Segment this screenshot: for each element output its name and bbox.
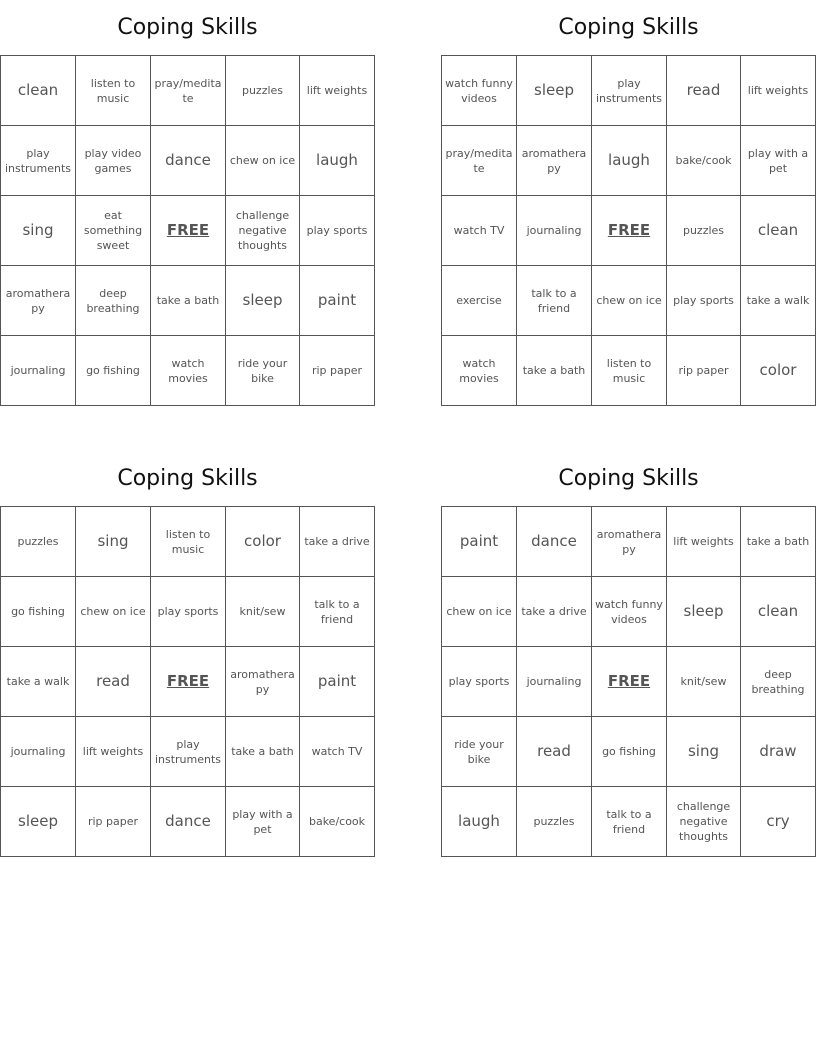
bingo-cell: talk to a friend	[300, 577, 375, 647]
bingo-cell: aromatherapy	[592, 507, 667, 577]
bingo-cell: knit/sew	[226, 577, 300, 647]
bingo-cell: ride your bike	[226, 336, 300, 406]
bingo-cell: puzzles	[517, 787, 592, 857]
bingo-cell: aromatherapy	[226, 647, 300, 717]
bingo-cell: lift weights	[300, 56, 375, 126]
bingo-cell: take a bath	[741, 507, 816, 577]
bingo-cell: clean	[741, 196, 816, 266]
card-title: Coping Skills	[558, 466, 699, 491]
card-title: Coping Skills	[117, 15, 258, 40]
bingo-cell: lift weights	[667, 507, 741, 577]
bingo-card-2	[441, 0, 816, 406]
bingo-cell: play sports	[300, 196, 375, 266]
bingo-cell: dance	[151, 787, 226, 857]
bingo-cell: journaling	[1, 336, 76, 406]
bingo-cell: sleep	[226, 266, 300, 336]
bingo-cell: play sports	[442, 647, 517, 717]
bingo-cell: play instruments	[151, 717, 226, 787]
bingo-grid	[441, 506, 816, 857]
bingo-cell: pray/meditate	[442, 126, 517, 196]
bingo-cell: journaling	[1, 717, 76, 787]
bingo-grid	[0, 55, 375, 406]
bingo-cell: rip paper	[667, 336, 741, 406]
bingo-cell: journaling	[517, 647, 592, 717]
bingo-cell: play video games	[76, 126, 151, 196]
bingo-cell: paint	[300, 647, 375, 717]
bingo-cell: take a bath	[517, 336, 592, 406]
bingo-cell: rip paper	[76, 787, 151, 857]
bingo-cell: watch movies	[442, 336, 517, 406]
bingo-cell: rip paper	[300, 336, 375, 406]
bingo-cell: watch TV	[442, 196, 517, 266]
free-space: FREE	[592, 647, 667, 717]
bingo-cell: chew on ice	[226, 126, 300, 196]
bingo-cell: puzzles	[1, 507, 76, 577]
bingo-grid	[0, 506, 375, 857]
bingo-cell: talk to a friend	[592, 787, 667, 857]
bingo-cell: challenge negative thoughts	[226, 196, 300, 266]
bingo-cell: dance	[517, 507, 592, 577]
bingo-cell: take a drive	[300, 507, 375, 577]
free-space: FREE	[151, 196, 226, 266]
bingo-cell: cry	[741, 787, 816, 857]
free-space: FREE	[151, 647, 226, 717]
bingo-cell: aromatherapy	[1, 266, 76, 336]
bingo-cell: laugh	[592, 126, 667, 196]
bingo-cell: laugh	[300, 126, 375, 196]
bingo-cell: sleep	[1, 787, 76, 857]
bingo-cell: sleep	[517, 56, 592, 126]
bingo-card-1	[0, 0, 375, 406]
bingo-cell: exercise	[442, 266, 517, 336]
bingo-cell: pray/meditate	[151, 56, 226, 126]
free-space: FREE	[592, 196, 667, 266]
bingo-cell: sing	[667, 717, 741, 787]
bingo-cell: deep breathing	[76, 266, 151, 336]
bingo-cell: watch funny videos	[442, 56, 517, 126]
bingo-cell: clean	[741, 577, 816, 647]
bingo-cell: dance	[151, 126, 226, 196]
bingo-cell: talk to a friend	[517, 266, 592, 336]
bingo-cell: chew on ice	[76, 577, 151, 647]
bingo-cell: aromatherapy	[517, 126, 592, 196]
bingo-cell: take a walk	[1, 647, 76, 717]
bingo-cell: chew on ice	[442, 577, 517, 647]
bingo-cell: take a drive	[517, 577, 592, 647]
bingo-cell: listen to music	[76, 56, 151, 126]
bingo-card-3	[0, 451, 375, 857]
bingo-cell: listen to music	[151, 507, 226, 577]
bingo-cell: read	[667, 56, 741, 126]
bingo-cell: play instruments	[1, 126, 76, 196]
bingo-cell: lift weights	[76, 717, 151, 787]
bingo-cell: play instruments	[592, 56, 667, 126]
bingo-grid	[441, 55, 816, 406]
bingo-cell: puzzles	[667, 196, 741, 266]
bingo-cell: paint	[442, 507, 517, 577]
bingo-cell: go fishing	[76, 336, 151, 406]
bingo-cell: color	[741, 336, 816, 406]
bingo-cell: deep breathing	[741, 647, 816, 717]
card-title: Coping Skills	[558, 15, 699, 40]
bingo-cell: listen to music	[592, 336, 667, 406]
bingo-cell: take a walk	[741, 266, 816, 336]
bingo-cell: take a bath	[151, 266, 226, 336]
bingo-cell: ride your bike	[442, 717, 517, 787]
bingo-cell: watch TV	[300, 717, 375, 787]
bingo-cell: clean	[1, 56, 76, 126]
bingo-cell: color	[226, 507, 300, 577]
bingo-cell: chew on ice	[592, 266, 667, 336]
bingo-cell: read	[76, 647, 151, 717]
bingo-cell: lift weights	[741, 56, 816, 126]
bingo-cell: journaling	[517, 196, 592, 266]
bingo-cell: go fishing	[1, 577, 76, 647]
bingo-cell: sing	[1, 196, 76, 266]
bingo-cell: play sports	[667, 266, 741, 336]
bingo-cell: puzzles	[226, 56, 300, 126]
bingo-cell: eat something sweet	[76, 196, 151, 266]
bingo-cell: bake/cook	[667, 126, 741, 196]
bingo-cell: play sports	[151, 577, 226, 647]
bingo-cell: draw	[741, 717, 816, 787]
bingo-cell: watch movies	[151, 336, 226, 406]
bingo-cell: play with a pet	[226, 787, 300, 857]
bingo-cell: bake/cook	[300, 787, 375, 857]
bingo-cell: take a bath	[226, 717, 300, 787]
bingo-cell: knit/sew	[667, 647, 741, 717]
bingo-cell: challenge negative thoughts	[667, 787, 741, 857]
bingo-cell: paint	[300, 266, 375, 336]
card-title: Coping Skills	[117, 466, 258, 491]
bingo-cell: read	[517, 717, 592, 787]
bingo-cell: go fishing	[592, 717, 667, 787]
bingo-cell: sleep	[667, 577, 741, 647]
bingo-cell: watch funny videos	[592, 577, 667, 647]
bingo-cell: play with a pet	[741, 126, 816, 196]
bingo-cell: laugh	[442, 787, 517, 857]
bingo-card-4	[441, 451, 816, 857]
bingo-cell: sing	[76, 507, 151, 577]
